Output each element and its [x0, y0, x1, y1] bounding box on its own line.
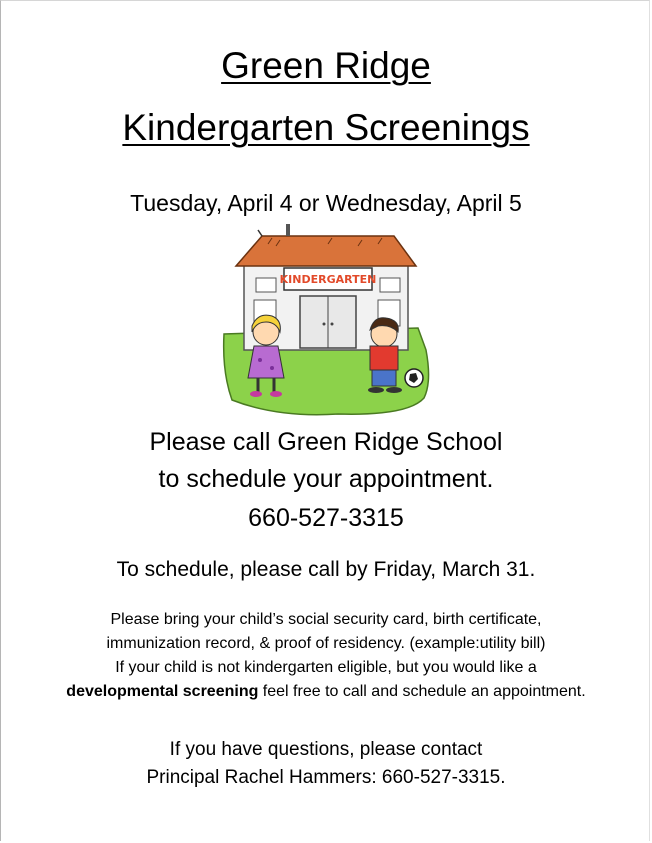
bring-line-1: Please bring your child’s social security card, birth certificate, [110, 611, 542, 628]
sign-text: KINDERGARTEN [279, 273, 377, 286]
questions-line-1: If you have questions, please contact [169, 739, 483, 760]
bring-line-4 [0, 681, 652, 703]
questions-line-2: Principal Rachel Hammers: 660-527-3315. [146, 767, 506, 788]
title-line-2: Kindergarten Screenings [122, 107, 530, 148]
window-left-top [256, 278, 276, 292]
bring-line-2: immunization record, & proof of residency. (example:utility bill) [106, 635, 546, 652]
call-line-2: to schedule your appointment. [158, 465, 494, 493]
school-roof [236, 236, 416, 266]
phone-number: 660-527-3315 [248, 504, 404, 532]
call-line-1: Please call Green Ridge School [149, 428, 503, 456]
bring-line-4-rest: feel free to call and schedule an appointment. [258, 683, 586, 700]
deadline-text: To schedule, please call by Friday, March 31. [116, 558, 536, 581]
screening-dates: Tuesday, April 4 or Wednesday, April 5 [130, 190, 522, 216]
window-right-top [380, 278, 400, 292]
developmental-screening-emphasis: developmental screening [66, 683, 259, 700]
kindergarten-illustration [218, 222, 434, 418]
title-line-1: Green Ridge [221, 45, 431, 86]
soccer-ball [405, 369, 423, 387]
bring-line-3: If your child is not kindergarten eligible, but you would like a [115, 659, 537, 676]
